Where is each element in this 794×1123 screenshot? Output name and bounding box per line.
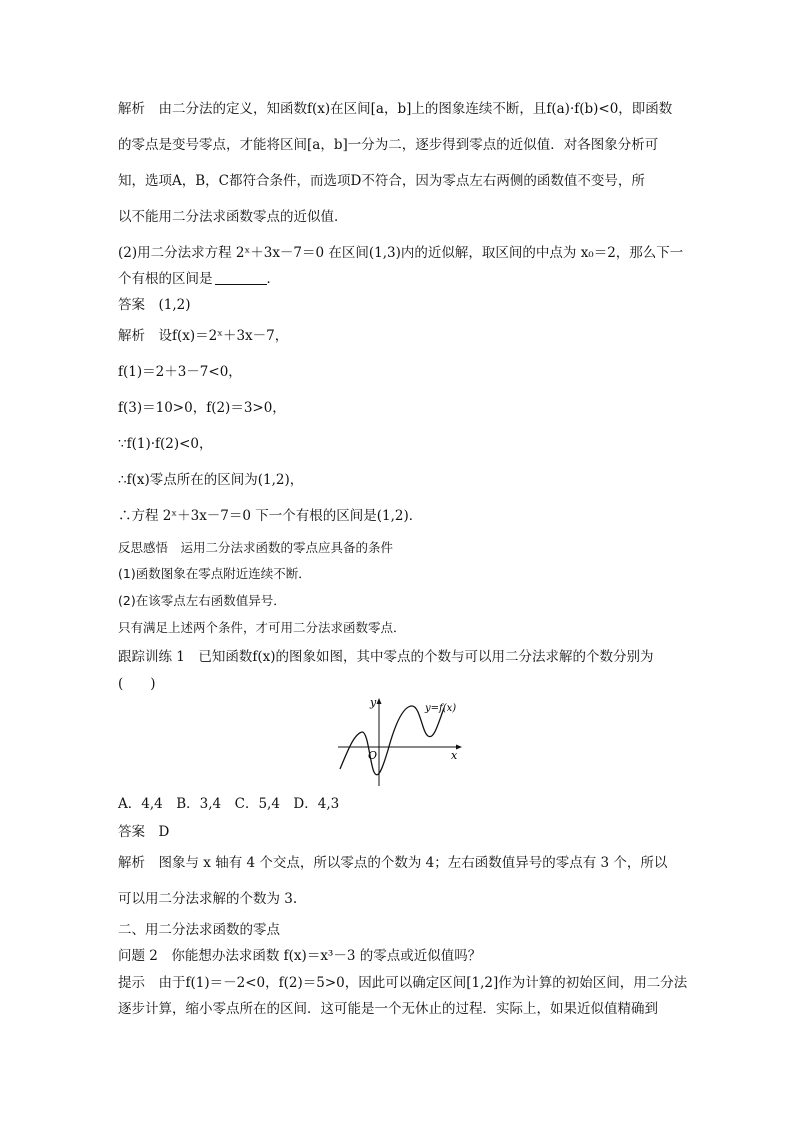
solution-2-line-4: ∵f(1)·f(2)<0， xyxy=(118,436,213,452)
tracking-exercise-line-2: ( ) xyxy=(118,676,156,692)
y-axis-label: y xyxy=(370,696,377,709)
question-2-line-2 xyxy=(118,270,280,288)
solution-3-line-1: 解析 图象与 x 轴有 4 个交点，所以零点的个数为 4；左右函数值异号的零点有 3 个，所以 xyxy=(118,855,668,871)
solution-2-line-1: 解析 设f(x)＝2ˣ＋3x－7， xyxy=(118,328,289,344)
function-graph xyxy=(336,694,466,789)
solution-2-line-2: f(1)＝2＋3－7<0， xyxy=(118,364,242,380)
answer-blank xyxy=(215,270,267,285)
function-curve xyxy=(340,706,444,775)
curve-label: y=f(x) xyxy=(425,703,457,714)
reflection-title: 反思感悟 运用二分法求函数的零点应具备的条件 xyxy=(118,540,394,555)
y-axis-arrow xyxy=(377,698,382,704)
answer-options: A．4,4 B．3,4 C．5,4 D．4,3 xyxy=(118,796,340,812)
question-2-line-1: (2)用二分法求方程 2ˣ＋3x－7＝0 在区间(1,3)内的近似解，取区间的中点为 x₀＝2，那么下一 xyxy=(118,245,684,261)
question-2-end: ． xyxy=(266,271,280,287)
origin-label: O xyxy=(368,749,378,762)
solution-3-line-2: 可以用二分法求解的个数为 3. xyxy=(118,891,298,907)
hint-line-1: 提示 由于f(1)＝－2<0，f(2)＝5>0，因此可以确定区间[1,2]作为计算的初始区间，用二分法 xyxy=(118,975,688,991)
solution-1-line-4: 以不能用二分法求函数零点的近似值． xyxy=(118,209,348,225)
section-heading: 二、用二分法求函数的零点 xyxy=(118,922,280,938)
solution-1-line-3: 知，选项A，B，C都符合条件，而选项D不符合，因为零点左右两侧的函数值不变号，所 xyxy=(118,173,645,189)
reflection-line-2: (2)在该零点左右函数值异号． xyxy=(118,593,286,608)
solution-2-line-5: ∴f(x)零点所在的区间为(1,2)， xyxy=(118,472,304,488)
solution-2-line-6: ∴方程 2ˣ＋3x－7＝0 下一个有根的区间是(1,2)． xyxy=(118,508,423,524)
reflection-line-1: (1)函数图象在零点附近连续不断． xyxy=(118,566,311,581)
question-2-text: 个有根的区间是 xyxy=(118,271,213,287)
solution-1-line-1: 解析 由二分法的定义，知函数f(x)在区间[a，b]上的图象连续不断，且f(a)·f(b)<0，即函数 xyxy=(118,101,673,117)
hint-line-2: 逐步计算，缩小零点所在的区间．这可能是一个无休止的过程．实际上，如果近似值精确到 xyxy=(118,1001,658,1017)
solution-1-line-2: 的零点是变号零点，才能将区间[a，b]一分为二，逐步得到零点的近似值．对各图象分析可 xyxy=(118,137,659,153)
answer-2: 答案 (1,2) xyxy=(118,297,191,313)
tracking-exercise-line-1: 跟踪训练 1 已知函数f(x)的图象如图，其中零点的个数与可以用二分法求解的个数分别为 xyxy=(118,649,654,665)
x-axis-label: x xyxy=(451,749,458,762)
reflection-line-3: 只有满足上述两个条件，才可用二分法求函数零点． xyxy=(118,620,406,635)
solution-2-line-3: f(3)＝10>0，f(2)＝3>0， xyxy=(118,400,286,416)
answer-3: 答案 D xyxy=(118,824,170,840)
problem-2: 问题 2 你能想办法求函数 f(x)＝x³－3 的零点或近似值吗？ xyxy=(118,948,482,964)
